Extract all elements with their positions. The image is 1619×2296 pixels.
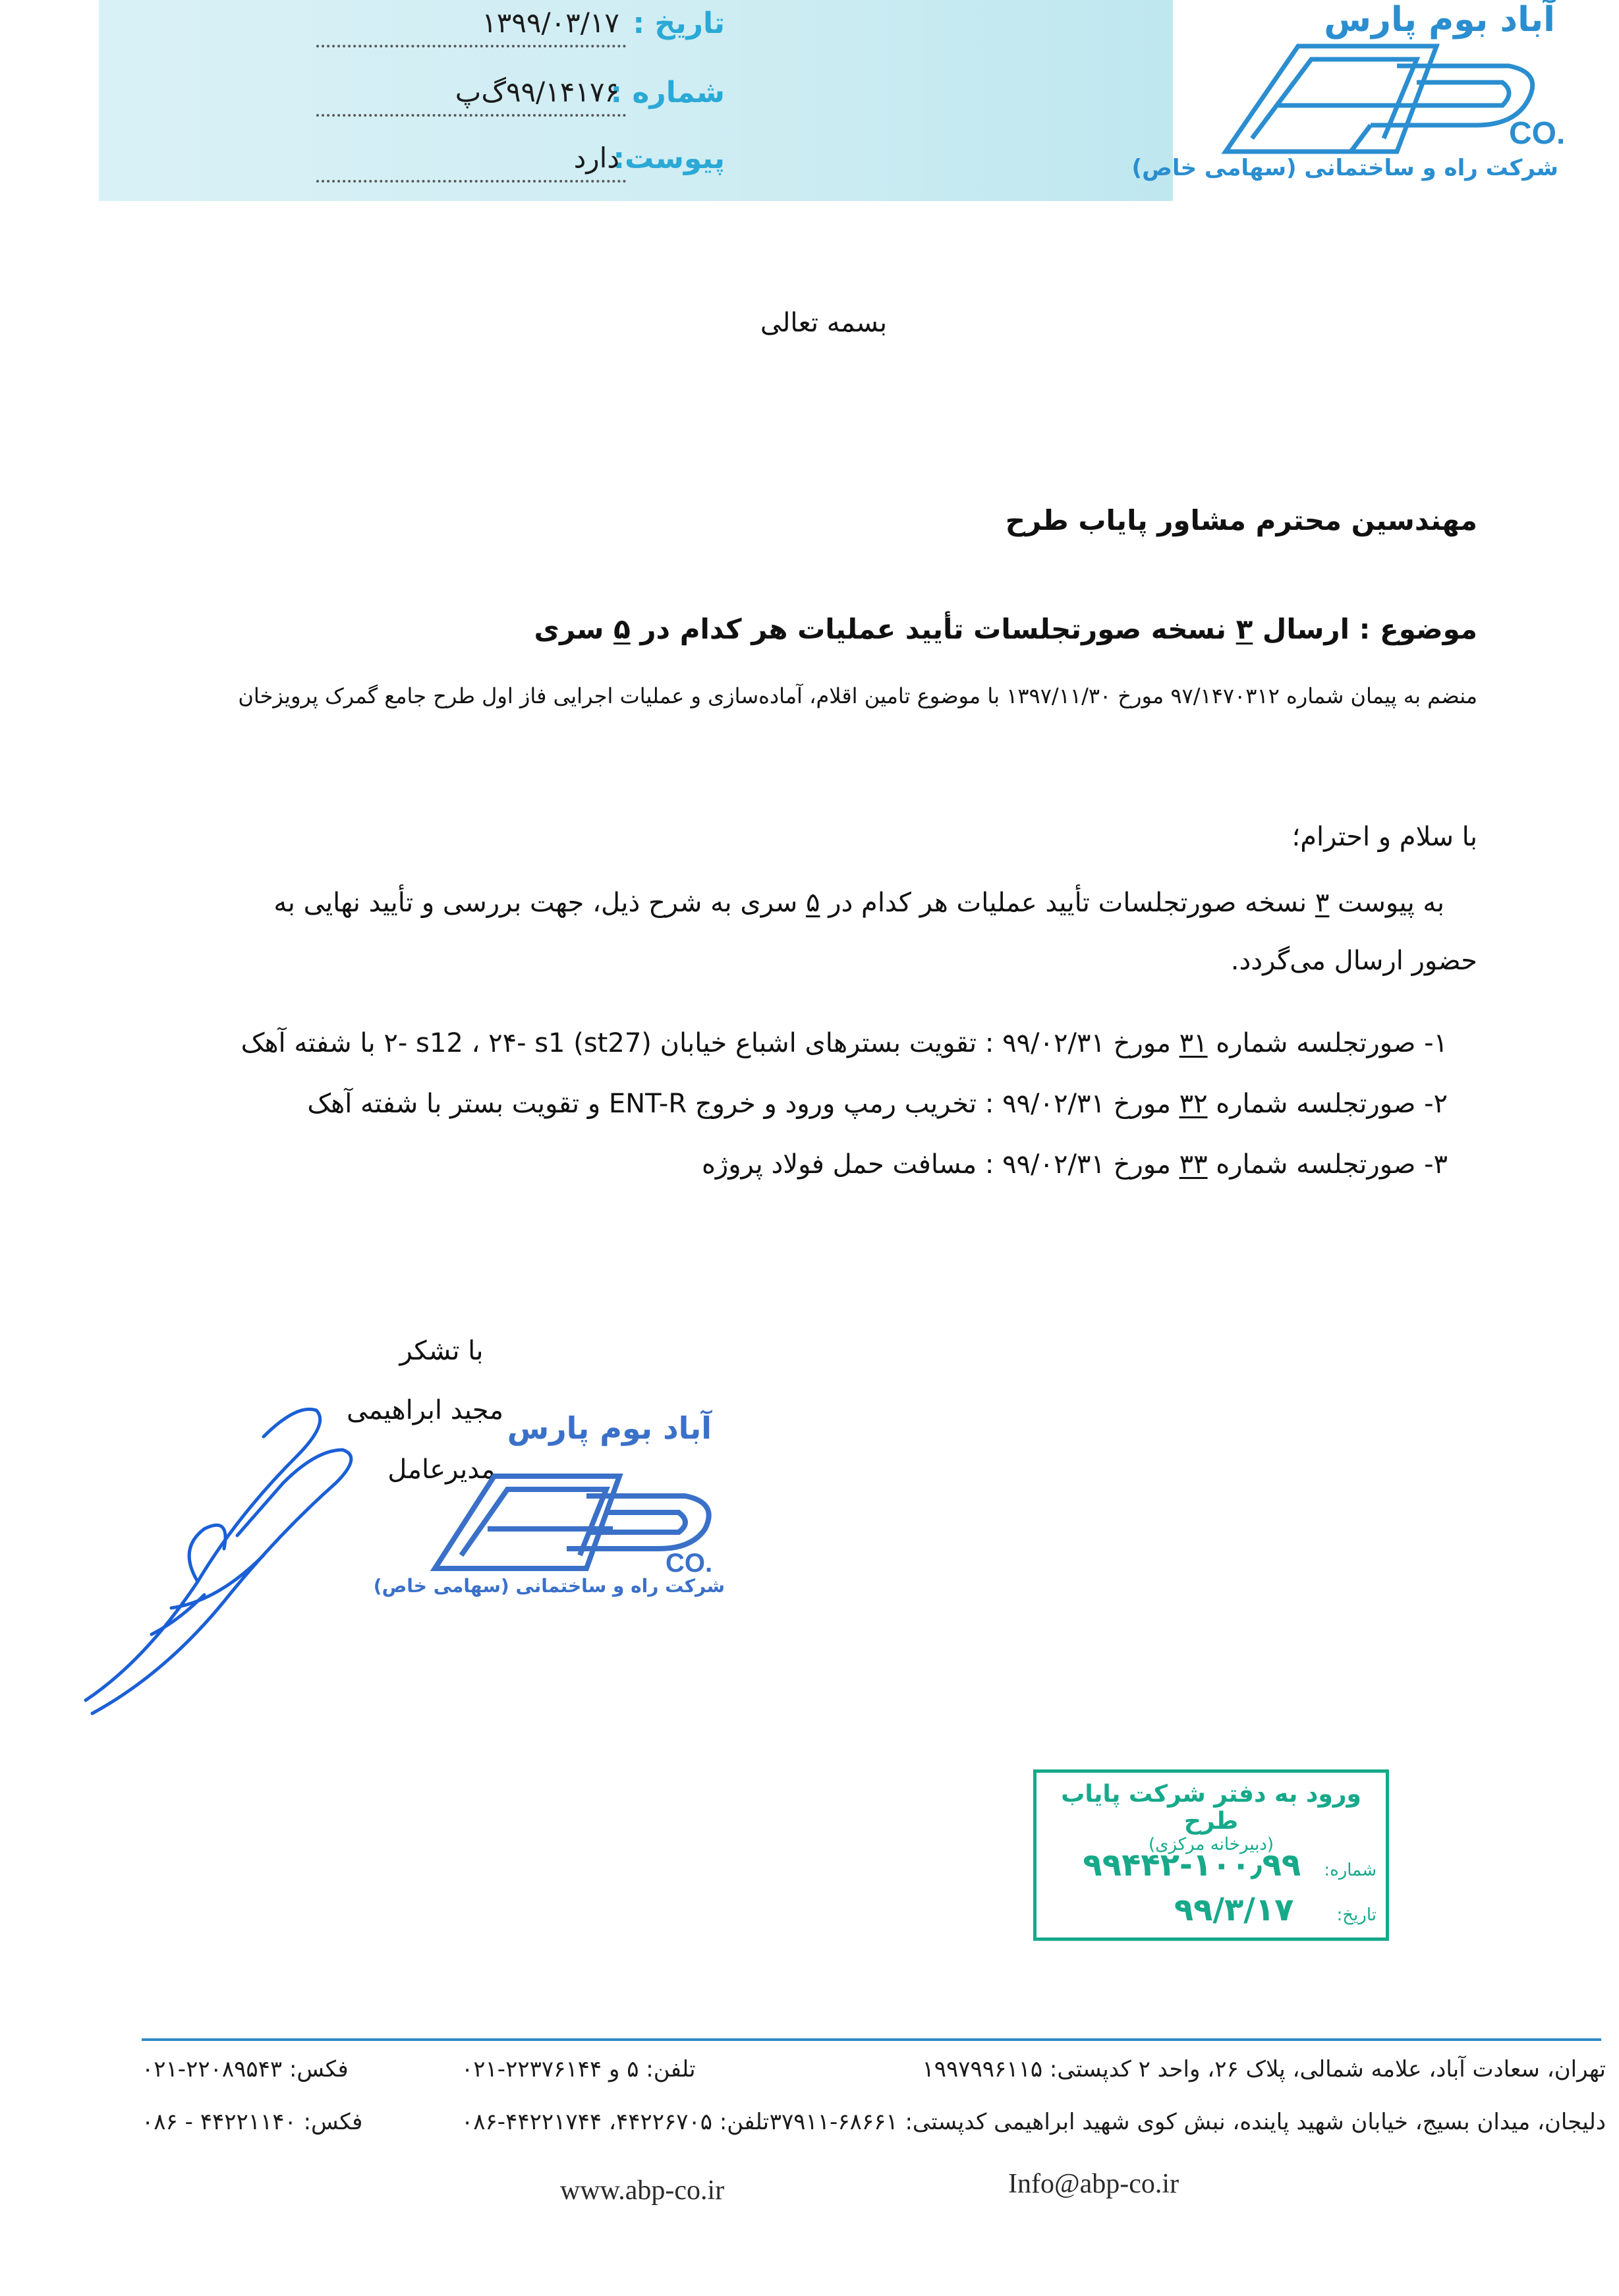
subject-text-c: سری xyxy=(534,613,604,645)
item-description: مورخ ۹۹/۰۲/۳۱ : تخریب رمپ ورود و خروج ENT-R و تقویت بستر با شفته آهک xyxy=(307,1089,1171,1119)
footer-email-link[interactable]: Info@abp-co.ir xyxy=(1008,2169,1179,2199)
footer-address-tehran: تهران، سعادت آباد، علامه شمالی، پلاک ۲۶، واحد ۲ کدپستی: ۱۹۹۷۹۹۶۱۱۵ xyxy=(922,2056,1606,2082)
date-label: تاریخ : xyxy=(633,7,725,40)
logo-co-text: CO. xyxy=(1509,116,1566,151)
footer-fax-tehran: فکس: ۲۲۰۸۹۵۴۳-۰۲۱ xyxy=(142,2056,349,2082)
stamp-date-row xyxy=(1044,1891,1377,1928)
item-description: مورخ ۹۹/۰۲/۳۱ : تقویت بسترهای اشباع خیابان (st27) ۲- s12 ، ۲۴- s1 با شفته آهک xyxy=(241,1028,1171,1058)
contract-reference: منضم به پیمان شماره ۹۷/۱۴۷۰۳۱۲ مورخ ۱۳۹۷/۱۱/۳۰ با موضوع تامین اقلام، آماده‌سازی و عملیات اجرایی فاز اول طرح جامع گمرک پرویزخان xyxy=(238,683,1477,708)
seal-co-text: CO. xyxy=(666,1549,713,1578)
item-prefix: ۳- صورتجلسه شماره xyxy=(1216,1149,1448,1180)
subject-text-b: نسخه صورتجلسات تأیید عملیات هر کدام در xyxy=(640,613,1227,645)
item-prefix: ۲- صورتجلسه شماره xyxy=(1216,1089,1448,1119)
attachment-field xyxy=(316,142,725,188)
footer-address-delijan: دلیجان، میدان بسیج، خیابان شهید پاینده، نبش کوی شهید ابراهیمی کدپستی: ۶۸۶۶۱-۳۷۹۱۱ xyxy=(769,2109,1606,2135)
footer-fax-delijan: فکس: ۴۴۲۲۱۱۴۰ - ۰۸۶ xyxy=(142,2109,363,2135)
item-number: ۳۳ xyxy=(1179,1149,1208,1180)
stamp-title: ورود به دفتر شرکت پایاب طرح xyxy=(1061,1781,1361,1835)
stamp-number-label: شماره: xyxy=(1324,1860,1377,1880)
body-series: ۵ xyxy=(806,888,820,918)
stamp-date-value: ۹۹/۳/۱۷ xyxy=(1174,1891,1294,1928)
number-dotted-line xyxy=(316,114,626,117)
attachment-dotted-line xyxy=(316,180,626,183)
number-field xyxy=(316,76,725,122)
item-number: ۳۲ xyxy=(1179,1089,1208,1119)
item-prefix: ۱- صورتجلسه شماره xyxy=(1216,1028,1448,1058)
subject-series: ۵ xyxy=(613,613,631,645)
list-item xyxy=(130,1089,1448,1135)
footer-divider xyxy=(142,2038,1601,2041)
footer-phone-tehran: تلفن: ۵ و ۲۲۳۷۶۱۴۴-۰۲۱ xyxy=(461,2056,696,2082)
body-line-2: حضور ارسال می‌گردد. xyxy=(1230,946,1477,976)
logo-subtitle: شرکت راه و ساختمانی (سهامی خاص) xyxy=(1131,155,1558,181)
footer-website-link[interactable]: www.abp-co.ir xyxy=(560,2175,725,2206)
attachment-value: دارد xyxy=(573,142,619,174)
invocation: بسمه تعالی xyxy=(760,308,888,338)
receipt-stamp xyxy=(1033,1769,1389,1941)
stamp-number-row xyxy=(1044,1847,1377,1883)
seal-company-name: آباد بوم پارس xyxy=(507,1410,712,1446)
letterhead-band xyxy=(99,0,1173,201)
subject-count: ۳ xyxy=(1236,613,1253,645)
minutes-list xyxy=(130,1028,1448,1195)
closing: با تشکر xyxy=(399,1336,484,1366)
greeting: با سلام و احترام؛ xyxy=(1292,822,1477,852)
body-text-a: به پیوست xyxy=(1338,888,1444,918)
list-item xyxy=(130,1149,1448,1195)
item-number: ۳۱ xyxy=(1179,1028,1208,1058)
body-line-1 xyxy=(127,883,1477,923)
footer-phone-delijan: تلفن: ۴۴۲۲۶۷۰۵، ۴۴۲۲۱۷۴۴-۰۸۶ xyxy=(461,2109,770,2135)
signature-icon xyxy=(66,1384,382,1727)
list-item xyxy=(130,1028,1448,1074)
subject-label: موضوع : xyxy=(1359,613,1477,645)
body-text-c: سری به شرح ذیل، جهت بررسی و تأیید نهایی به xyxy=(273,888,798,918)
subject-line xyxy=(534,613,1477,645)
body-count: ۳ xyxy=(1315,888,1330,918)
signer-name: مجید ابراهیمی xyxy=(346,1395,504,1425)
date-field xyxy=(316,7,725,53)
item-description: مورخ ۹۹/۰۲/۳۱ : مسافت حمل فولاد پروژه xyxy=(701,1149,1171,1180)
logo-company-name: آباد بوم پارس xyxy=(1324,0,1555,40)
stamp-subtitle: (دبیرخانه مرکزی) xyxy=(1148,1835,1274,1854)
number-label: شماره : xyxy=(610,76,725,109)
date-dotted-line xyxy=(316,45,626,47)
recipient: مهندسین محترم مشاور پایاب طرح xyxy=(1005,504,1477,536)
signer-title: مدیرعامل xyxy=(387,1454,496,1485)
attachment-label: پیوست: xyxy=(613,142,725,175)
stamp-date-label: تاریخ: xyxy=(1336,1905,1377,1925)
company-seal xyxy=(373,1410,738,1608)
number-value: ۹۹/۱۴۱۷۶گ‌پ xyxy=(455,76,619,108)
seal-subtitle: شرکت راه و ساختمانی (سهامی خاص) xyxy=(373,1575,725,1597)
company-logo xyxy=(1131,0,1568,198)
subject-text-a: ارسال xyxy=(1262,613,1349,645)
body-text-b: نسخه صورتجلسات تأیید عملیات هر کدام در xyxy=(828,888,1307,918)
date-value: ۱۳۹۹/۰۳/۱۷ xyxy=(482,7,619,39)
body-paragraph xyxy=(127,883,1477,981)
stamp-number-value: ۱۰۰٫۹۹-۹۹۴۴۲ xyxy=(1083,1847,1301,1883)
